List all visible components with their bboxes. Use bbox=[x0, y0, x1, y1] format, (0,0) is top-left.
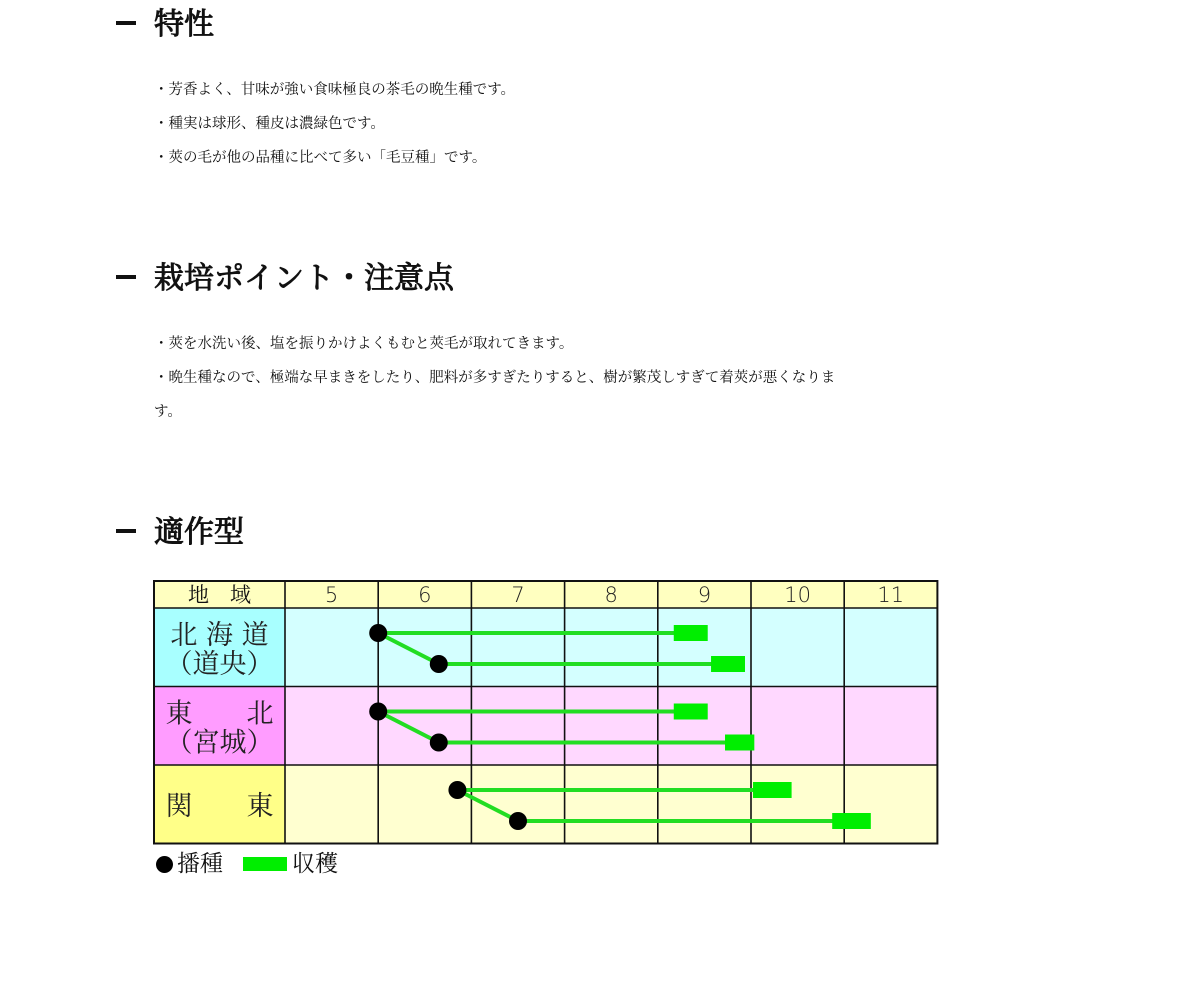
section-title-cultivation-points bbox=[116, 259, 454, 299]
section-title-cropping-type bbox=[116, 513, 244, 553]
list-item: す。 bbox=[154, 404, 182, 420]
sow-dot bbox=[448, 781, 466, 799]
month-header: 6 bbox=[418, 583, 432, 607]
region-subname: （道央） bbox=[165, 649, 274, 680]
harvest-bar bbox=[753, 782, 792, 798]
harvest-bar bbox=[725, 735, 754, 751]
section-title-text: 適作型 bbox=[154, 515, 244, 550]
harvest-bar bbox=[674, 704, 708, 720]
list-item: ・晩生種なので、極端な早まきをしたり、肥料が多すぎたりすると、樹が繁茂しすぎて着莢が悪くなりま bbox=[154, 370, 836, 386]
dash-icon bbox=[116, 21, 136, 25]
harvest-bar bbox=[832, 813, 871, 829]
region-name: 関 東 bbox=[165, 791, 274, 822]
region-name: 北 海 道 bbox=[170, 620, 269, 651]
sow-dot bbox=[509, 812, 527, 830]
header-region-label: 地 域 bbox=[188, 583, 251, 607]
list-item: ・莢を水洗い後、塩を振りかけよくもむと莢毛が取れてきます。 bbox=[154, 336, 574, 352]
sow-dot bbox=[369, 624, 387, 642]
section-title-characteristics bbox=[116, 5, 214, 45]
sow-dot bbox=[430, 734, 448, 752]
month-header: 10 bbox=[784, 583, 811, 607]
region-subname: （宮城） bbox=[165, 727, 274, 759]
section-title-text: 栽培ポイント・注意点 bbox=[154, 261, 454, 296]
region-name: 東 北 bbox=[165, 698, 274, 730]
legend-harvest-label: 収穫 bbox=[292, 851, 338, 877]
month-header: 7 bbox=[511, 583, 525, 607]
sow-dot-icon bbox=[156, 856, 173, 873]
sow-dot bbox=[369, 703, 387, 721]
dash-icon bbox=[116, 529, 136, 533]
sow-dot bbox=[430, 655, 448, 673]
month-header: 11 bbox=[877, 583, 905, 607]
dash-icon bbox=[116, 275, 136, 279]
list-item: ・莢の毛が他の品種に比べて多い「毛豆種」です。 bbox=[154, 150, 487, 166]
characteristics-list bbox=[154, 73, 515, 175]
section-title-text: 特性 bbox=[154, 7, 214, 42]
month-header: 8 bbox=[604, 583, 618, 607]
harvest-bar bbox=[674, 625, 708, 641]
cultivation-list bbox=[154, 327, 835, 429]
month-header: 5 bbox=[324, 583, 339, 607]
legend-sow-label: 播種 bbox=[177, 851, 223, 877]
list-item: ・種実は球形、種皮は濃緑色です。 bbox=[154, 116, 385, 132]
harvest-bar bbox=[711, 656, 745, 672]
list-item: ・芳香よく、甘味が強い食味極良の茶毛の晩生種です。 bbox=[154, 82, 516, 98]
cropping-schedule-chart bbox=[153, 580, 939, 846]
harvest-bar-icon bbox=[243, 857, 287, 871]
month-header: 9 bbox=[697, 583, 712, 607]
chart-legend bbox=[156, 848, 338, 880]
